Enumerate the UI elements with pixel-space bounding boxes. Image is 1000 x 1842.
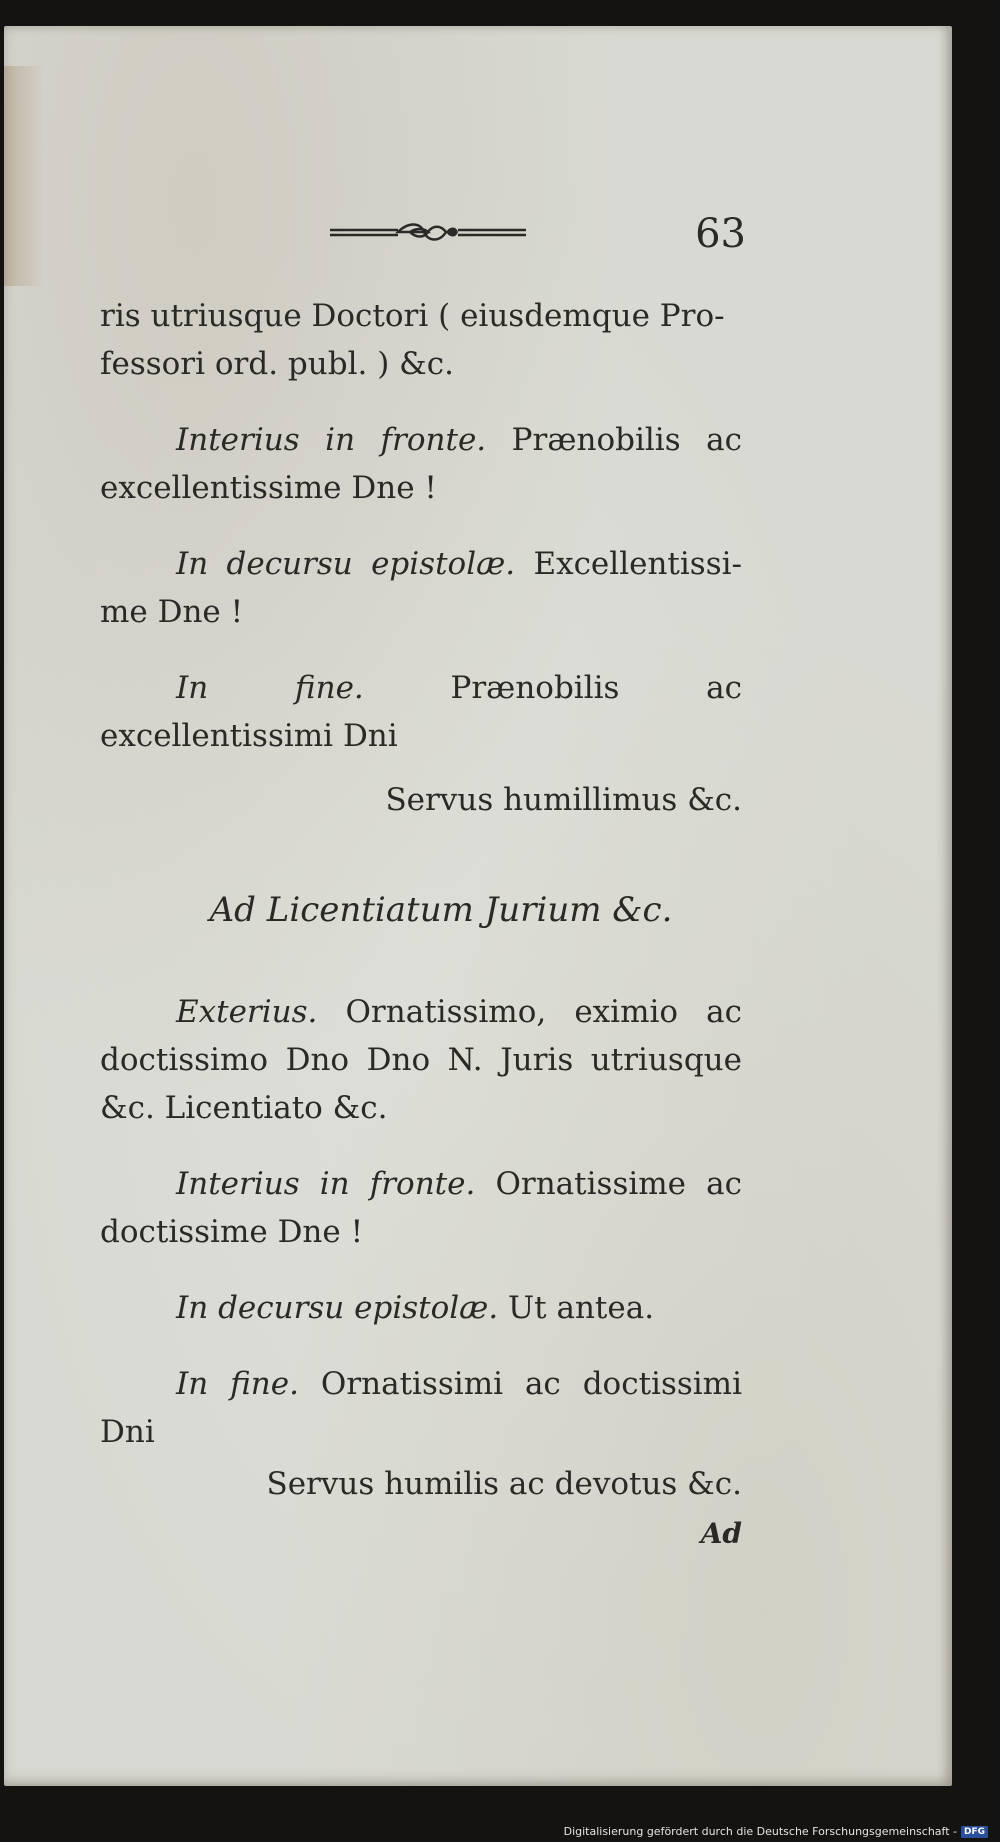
section-text: Ornatissime ac doctissime Dne ! — [100, 1166, 742, 1250]
section-text: Excellentissi-me Dne ! — [100, 546, 742, 630]
section-label: In decursu epistolæ. — [176, 546, 516, 582]
section-label: In fine. — [176, 1366, 299, 1402]
page-header — [318, 208, 748, 268]
section-text: Ornatissimi ac doctissimi Dni — [100, 1366, 742, 1450]
section-text: Prænobilis ac excellentissimi Dni — [100, 670, 742, 754]
body-text — [100, 292, 742, 1586]
paragraph-interius — [100, 416, 742, 512]
paragraph-interius-2 — [100, 1160, 742, 1256]
paragraph-fine-2 — [100, 1360, 742, 1456]
paragraph-continuation — [100, 292, 742, 388]
dfg-logo-icon: DFG — [961, 1826, 988, 1838]
catchword: Ad — [700, 1517, 742, 1550]
page-number: 63 — [695, 211, 746, 257]
paragraph-fine — [100, 664, 742, 760]
closing-line: Servus humillimus &c. — [385, 782, 742, 818]
section-text: Prænobilis ac excellentissime Dne ! — [100, 422, 742, 506]
paragraph-decursu-2 — [100, 1284, 742, 1332]
section-label: Interius in fronte. — [176, 422, 487, 458]
decorative-rule-icon — [328, 222, 528, 244]
text-line: ris utriusque Doctori ( eiusdemque Pro- — [100, 298, 725, 334]
section-heading: Ad Licentiatum Jurium &c. — [209, 890, 673, 930]
paragraph-decursu — [100, 540, 742, 636]
section-label: In fine. — [176, 670, 364, 706]
closing-line: Servus humilis ac devotus &c. — [266, 1466, 742, 1502]
footer-label: Digitalisierung gefördert durch die Deutsche Forschungsgemeinschaft - — [563, 1825, 957, 1838]
page-stain — [4, 66, 44, 286]
text-line: fessori ord. publ. ) &c. — [100, 346, 454, 382]
section-label: Exterius. — [176, 994, 318, 1030]
section-text: Ornatissimo, eximio ac doctissimo Dno Dno N. Juris utriusque &c. Licentiato &c. — [100, 994, 743, 1126]
section-label: Interius in fronte. — [176, 1166, 476, 1202]
section-label: In decursu epistolæ. — [176, 1290, 499, 1326]
paragraph-exterius — [100, 988, 742, 1132]
section-text: Ut antea. — [508, 1290, 655, 1326]
digitization-footer — [564, 1825, 988, 1838]
